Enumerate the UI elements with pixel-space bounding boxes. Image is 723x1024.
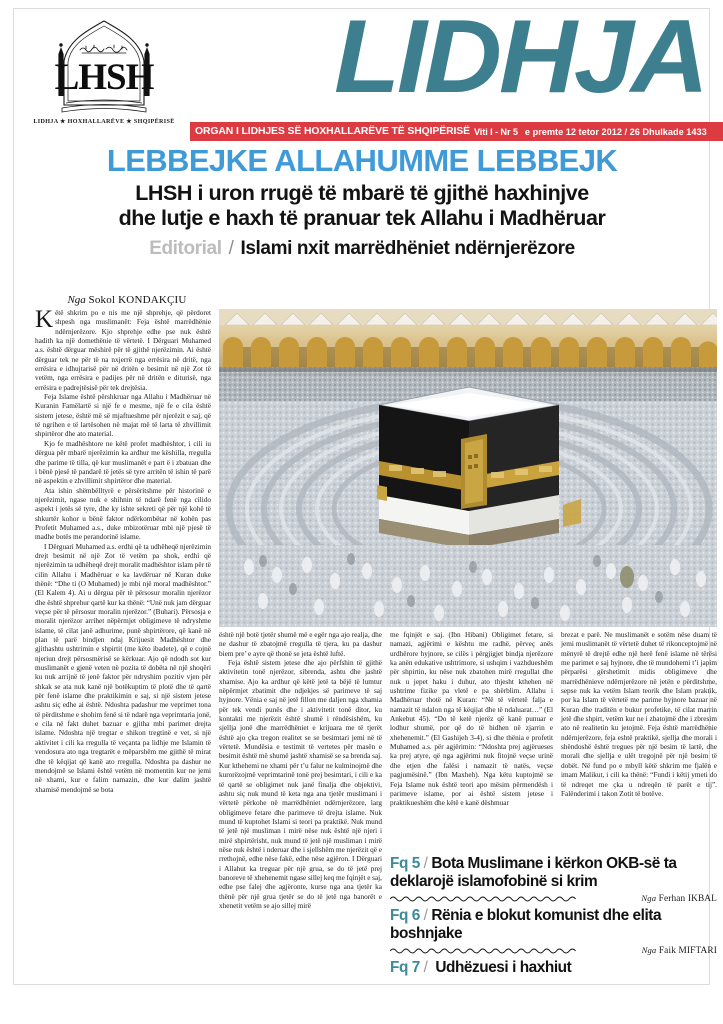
teaser-list — [390, 855, 717, 979]
paragraph: Ata ishin shëmbëlltyrë e përsëritshme për historinë e njerëzimit, ngase nuk e shihnin të ndarë fenë nga cilido aspekt i jetës së tyre, dhe ky ishte sekreti që për një kohë të shkurtër kohor u bënë faktor ndërkombëtar në kohën pas Profetit Muhamed a.s., duke mbizotëruar mbi një pjesë të madhe botës me perandorinë islame. — [35, 486, 211, 542]
svg-text:LHSH: LHSH — [54, 57, 154, 98]
byline-author: Sokol KONDAKÇIU — [88, 294, 187, 306]
credit-prefix: Nga — [641, 892, 657, 903]
teaser-title: Rënia e blokut komunist dhe elita boshnjake — [390, 906, 662, 943]
paragraph: Feja Islame është përshkruar nga Allahu i Madhëruar në Kuranin Famëlartë si një fe e mesme, një fe e cila është sistem jetese, është më së mjaftueshme për njerëzit e saj, që të ngrihen e të lartësohen në majat më të larta të zhvillimit shpirtëror dhe ato material. — [35, 393, 211, 439]
teaser-title: Udhëzuesi i haxhiut — [435, 958, 572, 976]
editorial-label: Editorial — [149, 238, 222, 259]
article-column-3 — [390, 631, 553, 845]
teaser-item[interactable] — [390, 855, 717, 904]
credit-prefix: Nga — [641, 944, 657, 955]
teaser-page-label: Fq 5 — [390, 855, 420, 872]
wordmark-lidhja — [190, 5, 710, 117]
byline-prefix: Nga — [67, 294, 86, 306]
teaser-item[interactable] — [390, 959, 717, 977]
teaser-footer — [390, 893, 717, 904]
editorial-separator: / — [228, 238, 234, 259]
paragraph: Kjo fe madhështore ne këtë profet madhështor, i cili iu dërgua për mbarë njerëzimin ka ardhur me këshilla, rregulla dhe parime të tilla, që kur muslimanët e part ë i zbatuan dhe i bënë pjesë të pandarë të jetës së tyre arritën të ishin të parë në aspektin e zhvillimit shpirtëror dhe material. — [35, 439, 211, 486]
article-column-1 — [35, 306, 211, 977]
teaser-headline[interactable] — [390, 959, 717, 977]
teaser-credit — [641, 893, 717, 904]
teaser-separator: / — [423, 958, 428, 976]
teaser-page-label: Fq 6 — [390, 906, 420, 924]
headline-kicker: LEBBEJKE ALLAHUMME LEBBEJK — [106, 143, 618, 178]
teaser-headline[interactable] — [390, 907, 717, 944]
wordmark-text: LIDHJA — [333, 5, 706, 115]
article-byline — [37, 294, 217, 306]
credit-author: Faik MIFTARI — [658, 945, 717, 956]
teaser-credit — [642, 945, 717, 956]
teaser-title: Bota Muslimane i kërkon OKB-së ta deklarojë islamofobinë si krim — [390, 855, 677, 891]
headline-subline-2: dhe lutje e haxh të pranuar tek Allahu i Madhëruar — [118, 206, 606, 230]
paragraph: Feja është sistem jetese dhe ajo përfshin të gjithë aktivitetin tonë njerëzor, sibrenda, ashtu dhe jashtë xhamise. Ajo ka ardhur që këtë jetë ta bëjë të lumtur nëpërmjet zbatimit dhe ndjekjes së parimeve të saj hyjnore. Vënia e saj në jetë fillon me daljen nga xhamia për tek vendi punës dhe i aktivitetit tonë ditor, ku kontakti me njerëzit është shumë i rëndësishëm, ku sjellja jonë dhe marrëdhëniet e krijuara me të tjerët është ajo çka tregon realitet se se besimtari jemi në të vërtetë. Mundësia e testimit të vertetes për masën e besimit është më shumë jashtë xhamisë se sa brenda saj. Kur kthehemi ne xhami për t’u falur ne kulminojmë dhe kurorëzojmë veprimtarinë tonë prej besimtari, i cili e ka të qartë se obligimet nuk janë finalja dhe objektivi, ashtu siç nuk mund të keta nga ana tjetër muslimani i vërtetë përkohe në marrëdhëniet ndërnjerëzore, larg obligimeve fetare dhe parimeve të drejta islame. Nuk mund të kuptohet Islami si teori pa praktikë. Nuk mund të jetë një musliman i mirë nëse nuk është një njeri i mirë shpirtërisht, nuk mund të jetë një musliman i mirë nëse nuk është i nderuar dhe i sjellshëm me njerëzit që e rrethojnë, edhe nëse fakë, edhe nëse agjëron. I Dërguari i Allahut ka treguar për një grua, se do të jetë prej banoreve të xhehenemit ngase sillej keq me fqinjët e saj, edhe pse falej dhe agjëronte, kurse nga ana tjetër ka thënë për një grua tjetër se do të jetë nga banorët e xhenetit vetëm se ajo sillej mirë — [219, 659, 382, 910]
teaser-headline[interactable] — [390, 855, 717, 892]
wavy-divider-icon — [390, 894, 580, 903]
banner-issue: Viti I - Nr 5 — [473, 126, 518, 137]
masthead-red-banner — [190, 122, 723, 141]
kaaba-photo — [219, 309, 717, 627]
headline-subline-1: LHSH i uron rrugë të mbarë të gjithë haxhinjve — [135, 181, 589, 205]
banner-organization: ORGAN I LIDHJES SË HOXHALLARËVE TË SHQIPËRISË — [195, 126, 470, 137]
paragraph: është një botë tjetër shumë më e egër nga ajo realja, dhe ne dashur të zbatojmë rregulla të tjera, ku pa dashur biem pre’ e ayre që thonë se jeta është luftë. — [219, 631, 382, 658]
editorial-title: Islami nxit marrëdhëniet ndërnjerëzore — [240, 238, 575, 259]
wavy-divider-icon — [390, 946, 580, 955]
editorial-line — [15, 238, 709, 260]
paragraph: me fqinjët e saj. (Ibn Hibani) Obligimet fetare, si namazi, agjërimi e kështu me radhë, përveç anës urdhërore hyjnore, se cilës i përgjigjet bindja njerëzore ka anën edukative ushtrimore, si ushqim i vazhdueshëm për shpirtin, ku nëse nuk zbatohen mirë rregullat dhe nuk u jepet haku i duhur, ato thjesht kthehen në ushtrime fizike pa vletë e pa shërblim. Allahu i Madhëruar thotë në Kuran: “Në të vërtetë falja e namazit të ndalon nga të këqijat dhe të ndaluarat…” (El Ankebut 45). “Do të ketë njerëz që kanë punuar e lodhur shumë, por që do të hidhen në zjarrin e xhehenemit.” (El Gashijeh 3-4), si dhe thënia e profetit Muhamed a.s. për agjërimin: “Ndoshta prej agjërueses ka prej atyre, që nga agjërimi nuk fitojnë veçse urinë dhe etjen dhe falësi i namazit të natës, veçse pagjumësinë.” (Ibn Maxheh). Nga këtu kuptojmë se Feja Islame nuk është teori apo mësim përmendësh i parimeve islame, por ai është sistem jetese i praktikueshëm dhe këtë e kanë dëshmuar — [390, 631, 553, 808]
article-column-2 — [219, 631, 382, 911]
kaaba-cube — [377, 387, 581, 549]
credit-author: Ferhan IKBAL — [658, 893, 717, 904]
article-body — [35, 306, 717, 977]
teaser-footer — [390, 945, 717, 956]
page-frame — [13, 5, 717, 985]
masthead — [14, 5, 709, 137]
paragraph: Këtë shkrim po e nis me një shprehje, që përdoret shpesh nga muslimanët: Feja është marrëdhënie ndërnjerëzore. Kjo shprehje edhe pse nuk është hadith ka një domethënie të vërtetë. I Dërguari Muhamed a.s. është dërguar mëshirë për të gjithë njerëzimin. Ai është dërguar tek ne për të na nxjerrë nga errësira në dritë, nga errësira e idhujtarisë për në dritën e besimit në një Zot të vetëm, nga errësira e padijes për në dritën e diturisë, nga errësira e padrejtësisë për tek drejtësia. — [35, 306, 211, 392]
teaser-item[interactable] — [390, 907, 717, 956]
logo-subtitle: LIDHJA ★ HOXHALLARËVE ★ SHQIPËRISË — [33, 119, 175, 125]
teaser-separator: / — [423, 906, 428, 924]
headline-block — [15, 144, 709, 260]
banner-date: e premte 12 tetor 2012 / 26 Dhulkade 1433 — [524, 126, 707, 137]
teaser-separator: / — [423, 855, 428, 872]
kaaba-masjid-al-haram-illustration — [219, 309, 717, 627]
lhsh-logo — [24, 17, 184, 135]
article-column-4 — [561, 631, 717, 799]
mosque-arch-logo-icon — [24, 17, 184, 117]
paragraph: I Dërguari Muhamed a.s. erdhi që ta udhëheqë njerëzimin drejt besimit në një Zot të vetëm pa shok, erdhi që njerëzimin ta udhëheqë drejt moralit madhështor islam për të cilin Allahu i Madhëruar e ka lavdëruar në Kuran duke thënë: “Dhe ti (O Muhamed) je mbi një moral madhështor.” (El Kalem 4). Ai u dërgua për të përsosur moralin njerëzor dhe është shprehur qartë kur ka thënë: “Unë nuk jam dërguar veçse për të përsosur moralin njerëzor.” (Buhari). Përsosja e moralit njerëzor arrihet nëpërmjet obligimeve të ndryshme islame, të cilat janë adhurime, punë shpirtërore, që kanë në plan të parë bindjen ndaj Krijuesit Madhështor dhe gjithashtu ushtrimin e shpirtit (me këto ibadete), që e cojnë njeriun drejt përsosmërisë se kërkuar. Ajo që ndodh sot kur muslimanët e gjenë veten në pozita të dobëta në një shoqëri ku nuk arrijnë të jenë faktor për ndryshim pozitiv vjen për shkak se ata nuk kanë një botëkuptim të plotë dhe të qartë për fenë islame dhe praktikimin e saj, si një sistem jetese ashtu siç edhe ai është. Ndoshta padashur me veprimet tona të përditshme e shohim fenë si të ndarë nga veprimtaria jonë, e cila në fakt duhet bazuar e gjitha mbi parimet drejta islame. Ndoshta një tregtar e shikon tregtinë e vet, si një aktivitet i cili ka rregulla të veçanta pa lidhje me Islamin të vendosura ato nga tregtarët e mëparshëm me gjithë të mirat dhe të këqijat që kanë ato rregulla. Ndoshta pa dashur ne mendojmë se Islami është vetëm në momentin kur ne jemi në xhami, kur e falim namazin, dhe kur dalim jashtë xhamisë mendojmë se bota — [35, 542, 211, 794]
teaser-page-label: Fq 7 — [390, 958, 420, 976]
paragraph: brezat e parë. Ne muslimanët e sotëm nëse duam të jemi muslimanët të vërtetë duhet të rikonceptojmë në mënyrë të drejtë edhe një herë fenë islame në tërësi me parimet e saj hyjnore, dhe të mundohemi t’i japim përparësi gërshetimit midis obligimeve dhe marrëdhënieve ndërnjerëzore në jetën e përditshme, sepse nuk ka vetëm Islam teorik dhe Islam praktik, por ka Islam të vërtetë me parime hyjnore bazuar në Kuran dhe traditën e bukur profetike, të cilat marrin jetë dhe shpirt, vetëm kur ne i zbatojmë dhe i zbresim ato në realitetin ku jetojmë. Feja është marrëdhënie ndërnjerëzore, feja eshtë praktikë, sjellja dhe morali i shëndoshë është tregues për një besim të lartë, dhe morali dhe sjellja e ulët tregojnë për një besim të dobët. Në fund po e mbyll këtë shkrim me fjalën e imam Malikut, i cili ka thënë: “Fundi i këtij ymeti do të ndreqet me çka u ndreqën të parët e tij”. Falënderimi i takon Zotit të botëve. — [561, 631, 717, 798]
